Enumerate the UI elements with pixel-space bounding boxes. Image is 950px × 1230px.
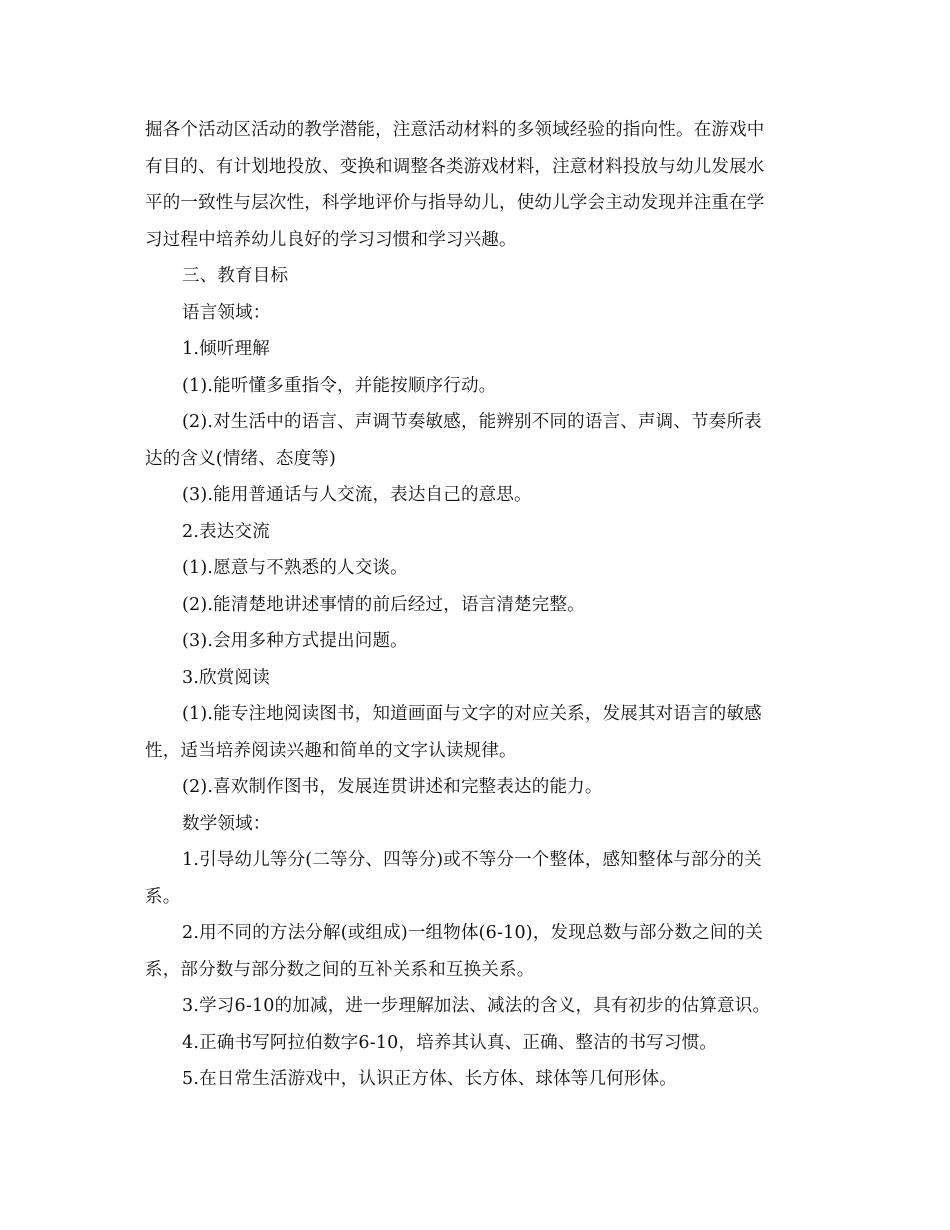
text-line: 2.表达交流 [182, 521, 270, 542]
text-line: 2.用不同的方法分解(或组成)一组物体(6-10)，发现总数与部分数之间的关 [182, 923, 763, 943]
text-line: 性，适当培养阅读兴趣和简单的文字认读规律。 [145, 740, 517, 761]
text-line: (3).能用普通话与人交流，表达自己的意思。 [182, 485, 532, 505]
text-line: 有目的、有计划地投放、变换和调整各类游戏材料，注意材料投放与幼儿发展水 [145, 156, 765, 177]
text-line: 习过程中培养幼儿良好的学习习惯和学习兴趣。 [145, 229, 517, 250]
text-line: (1).能专注地阅读图书，知道画面与文字的对应关系，发展其对语言的敏感 [182, 704, 762, 724]
document-body [145, 112, 810, 1098]
text-line: (2).对生活中的语言、声调节奏敏感，能辨别不同的语言、声调、节奏所表 [182, 412, 762, 432]
text-line: 4.正确书写阿拉伯数字6-10，培养其认真、正确、整洁的书写习惯。 [182, 1032, 718, 1053]
text-line: 语言领域： [182, 302, 271, 323]
text-line: (2).能清楚地讲述事情的前后经过，语言清楚完整。 [182, 594, 585, 615]
text-line: (1).能听懂多重指令，并能按顺序行动。 [182, 375, 497, 396]
text-line: 数学领域： [182, 813, 271, 834]
text-line: (1).愿意与不熟悉的人交谈。 [182, 558, 408, 578]
text-line: (3).会用多种方式提出问题。 [182, 631, 408, 651]
text-line: 三、教育目标 [182, 266, 289, 286]
text-line: 系，部分数与部分数之间的互补关系和互换关系。 [145, 959, 535, 980]
text-line: 3.学习6-10的加减，进一步理解加法、减法的含义，具有初步的估算意识。 [182, 996, 771, 1016]
text-line: 1.引导幼儿等分(二等分、四等分)或不等分一个整体，感知整体与部分的关 [182, 850, 762, 870]
text-line: 达的含义(情绪、态度等) [145, 448, 337, 469]
text-line: 3.欣赏阅读 [182, 667, 270, 688]
text-line: 系。 [145, 886, 181, 907]
text-line: 平的一致性与层次性，科学地评价与指导幼儿，使幼儿学会主动发现并注重在学 [145, 193, 765, 213]
text-line: 5.在日常生活游戏中，认识正方体、长方体、球体等几何形体。 [182, 1069, 677, 1089]
text-line: 掘各个活动区活动的教学潜能，注意活动材料的多领域经验的指向性。在游戏中 [145, 120, 765, 140]
text-line: 1.倾听理解 [182, 339, 270, 359]
text-line: (2).喜欢制作图书，发展连贯讲述和完整表达的能力。 [182, 777, 603, 797]
